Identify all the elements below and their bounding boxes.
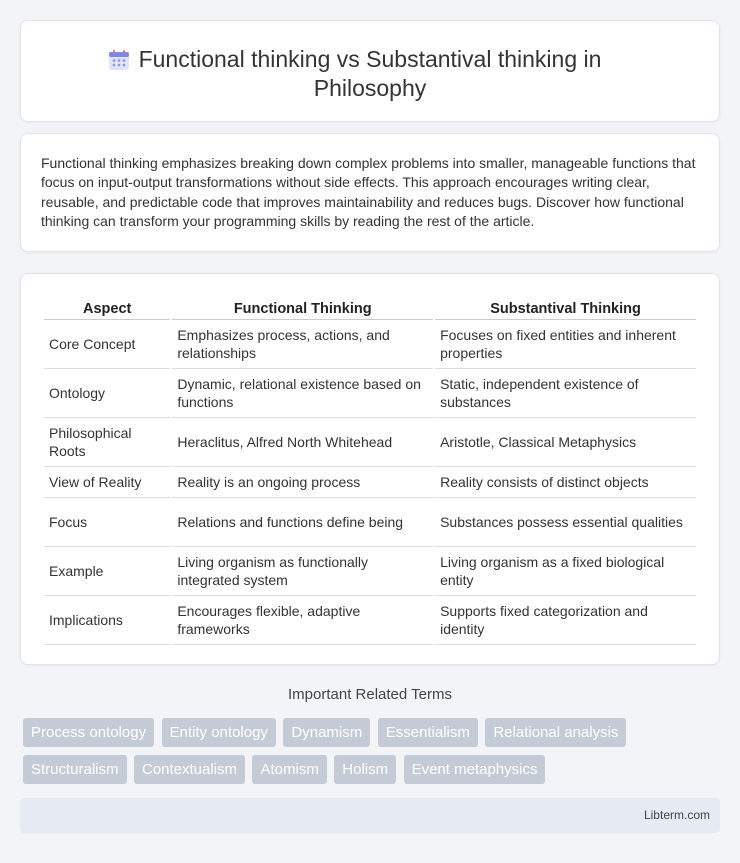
cell-aspect: View of Reality: [44, 467, 170, 498]
table-row: [44, 467, 696, 498]
cell-aspect: Example: [44, 547, 170, 596]
intro-text: Functional thinking emphasizes breaking down complex problems into smaller, manageable functions that focus on input-output transformations without side effects. This approach encourages writing clear, reusable, and predictable code that improves maintainability and reduces bugs. Discover how functional thinking can transform your programming skills by reading the rest of the article.: [41, 155, 696, 230]
table-header-row: [44, 294, 696, 320]
cell-functional: Encourages flexible, adaptive frameworks: [172, 596, 433, 645]
cell-substantival: Living organism as a fixed biological entity: [435, 547, 696, 596]
related-term-tag[interactable]: Dynamism: [283, 718, 370, 747]
related-term-tag[interactable]: Atomism: [252, 755, 326, 784]
table-row: [44, 596, 696, 645]
cell-substantival: Static, independent existence of substances: [435, 369, 696, 418]
cell-functional: Reality is an ongoing process: [172, 467, 433, 498]
header-substantival: Substantival Thinking: [435, 294, 696, 320]
cell-substantival: Aristotle, Classical Metaphysics: [435, 418, 696, 467]
cell-aspect: Core Concept: [44, 320, 170, 369]
cell-functional: Heraclitus, Alfred North Whitehead: [172, 418, 433, 467]
cell-functional: Emphasizes process, actions, and relationships: [172, 320, 433, 369]
cell-aspect: Philosophical Roots: [44, 418, 170, 467]
cell-aspect: Implications: [44, 596, 170, 645]
table-row: [44, 498, 696, 547]
related-term-tag[interactable]: Event metaphysics: [404, 755, 546, 784]
cell-functional: Living organism as functionally integrated system: [172, 547, 433, 596]
cell-substantival: Supports fixed categorization and identity: [435, 596, 696, 645]
related-term-tag[interactable]: Entity ontology: [162, 718, 276, 747]
header-card: [20, 20, 720, 122]
table-row: [44, 369, 696, 418]
related-terms-list: [23, 718, 723, 792]
related-terms-title: Important Related Terms: [288, 686, 452, 703]
cell-functional: Dynamic, relational existence based on functions: [172, 369, 433, 418]
cell-functional: Relations and functions define being: [172, 498, 433, 547]
cell-aspect: Focus: [44, 498, 170, 547]
comparison-card: [20, 273, 720, 665]
footer: [20, 798, 720, 833]
cell-aspect: Ontology: [44, 369, 170, 418]
table-row: [44, 320, 696, 369]
cell-substantival: Focuses on fixed entities and inherent properties: [435, 320, 696, 369]
table-row: [44, 547, 696, 596]
related-term-tag[interactable]: Relational analysis: [485, 718, 626, 747]
header-aspect: Aspect: [44, 294, 170, 320]
cell-substantival: Reality consists of distinct objects: [435, 467, 696, 498]
comparison-table: [42, 294, 698, 645]
table-row: [44, 418, 696, 467]
page-title: Functional thinking vs Substantival thinking in Philosophy: [138, 46, 602, 101]
related-term-tag[interactable]: Holism: [334, 755, 396, 784]
cell-substantival: Substances possess essential qualities: [435, 498, 696, 547]
related-term-tag[interactable]: Process ontology: [23, 718, 154, 747]
related-term-tag[interactable]: Contextualism: [134, 755, 245, 784]
intro-card: [20, 133, 720, 252]
header-functional: Functional Thinking: [172, 294, 433, 320]
footer-site-link[interactable]: Libterm.com: [643, 808, 710, 822]
related-term-tag[interactable]: Essentialism: [378, 718, 478, 747]
related-term-tag[interactable]: Structuralism: [23, 755, 127, 784]
